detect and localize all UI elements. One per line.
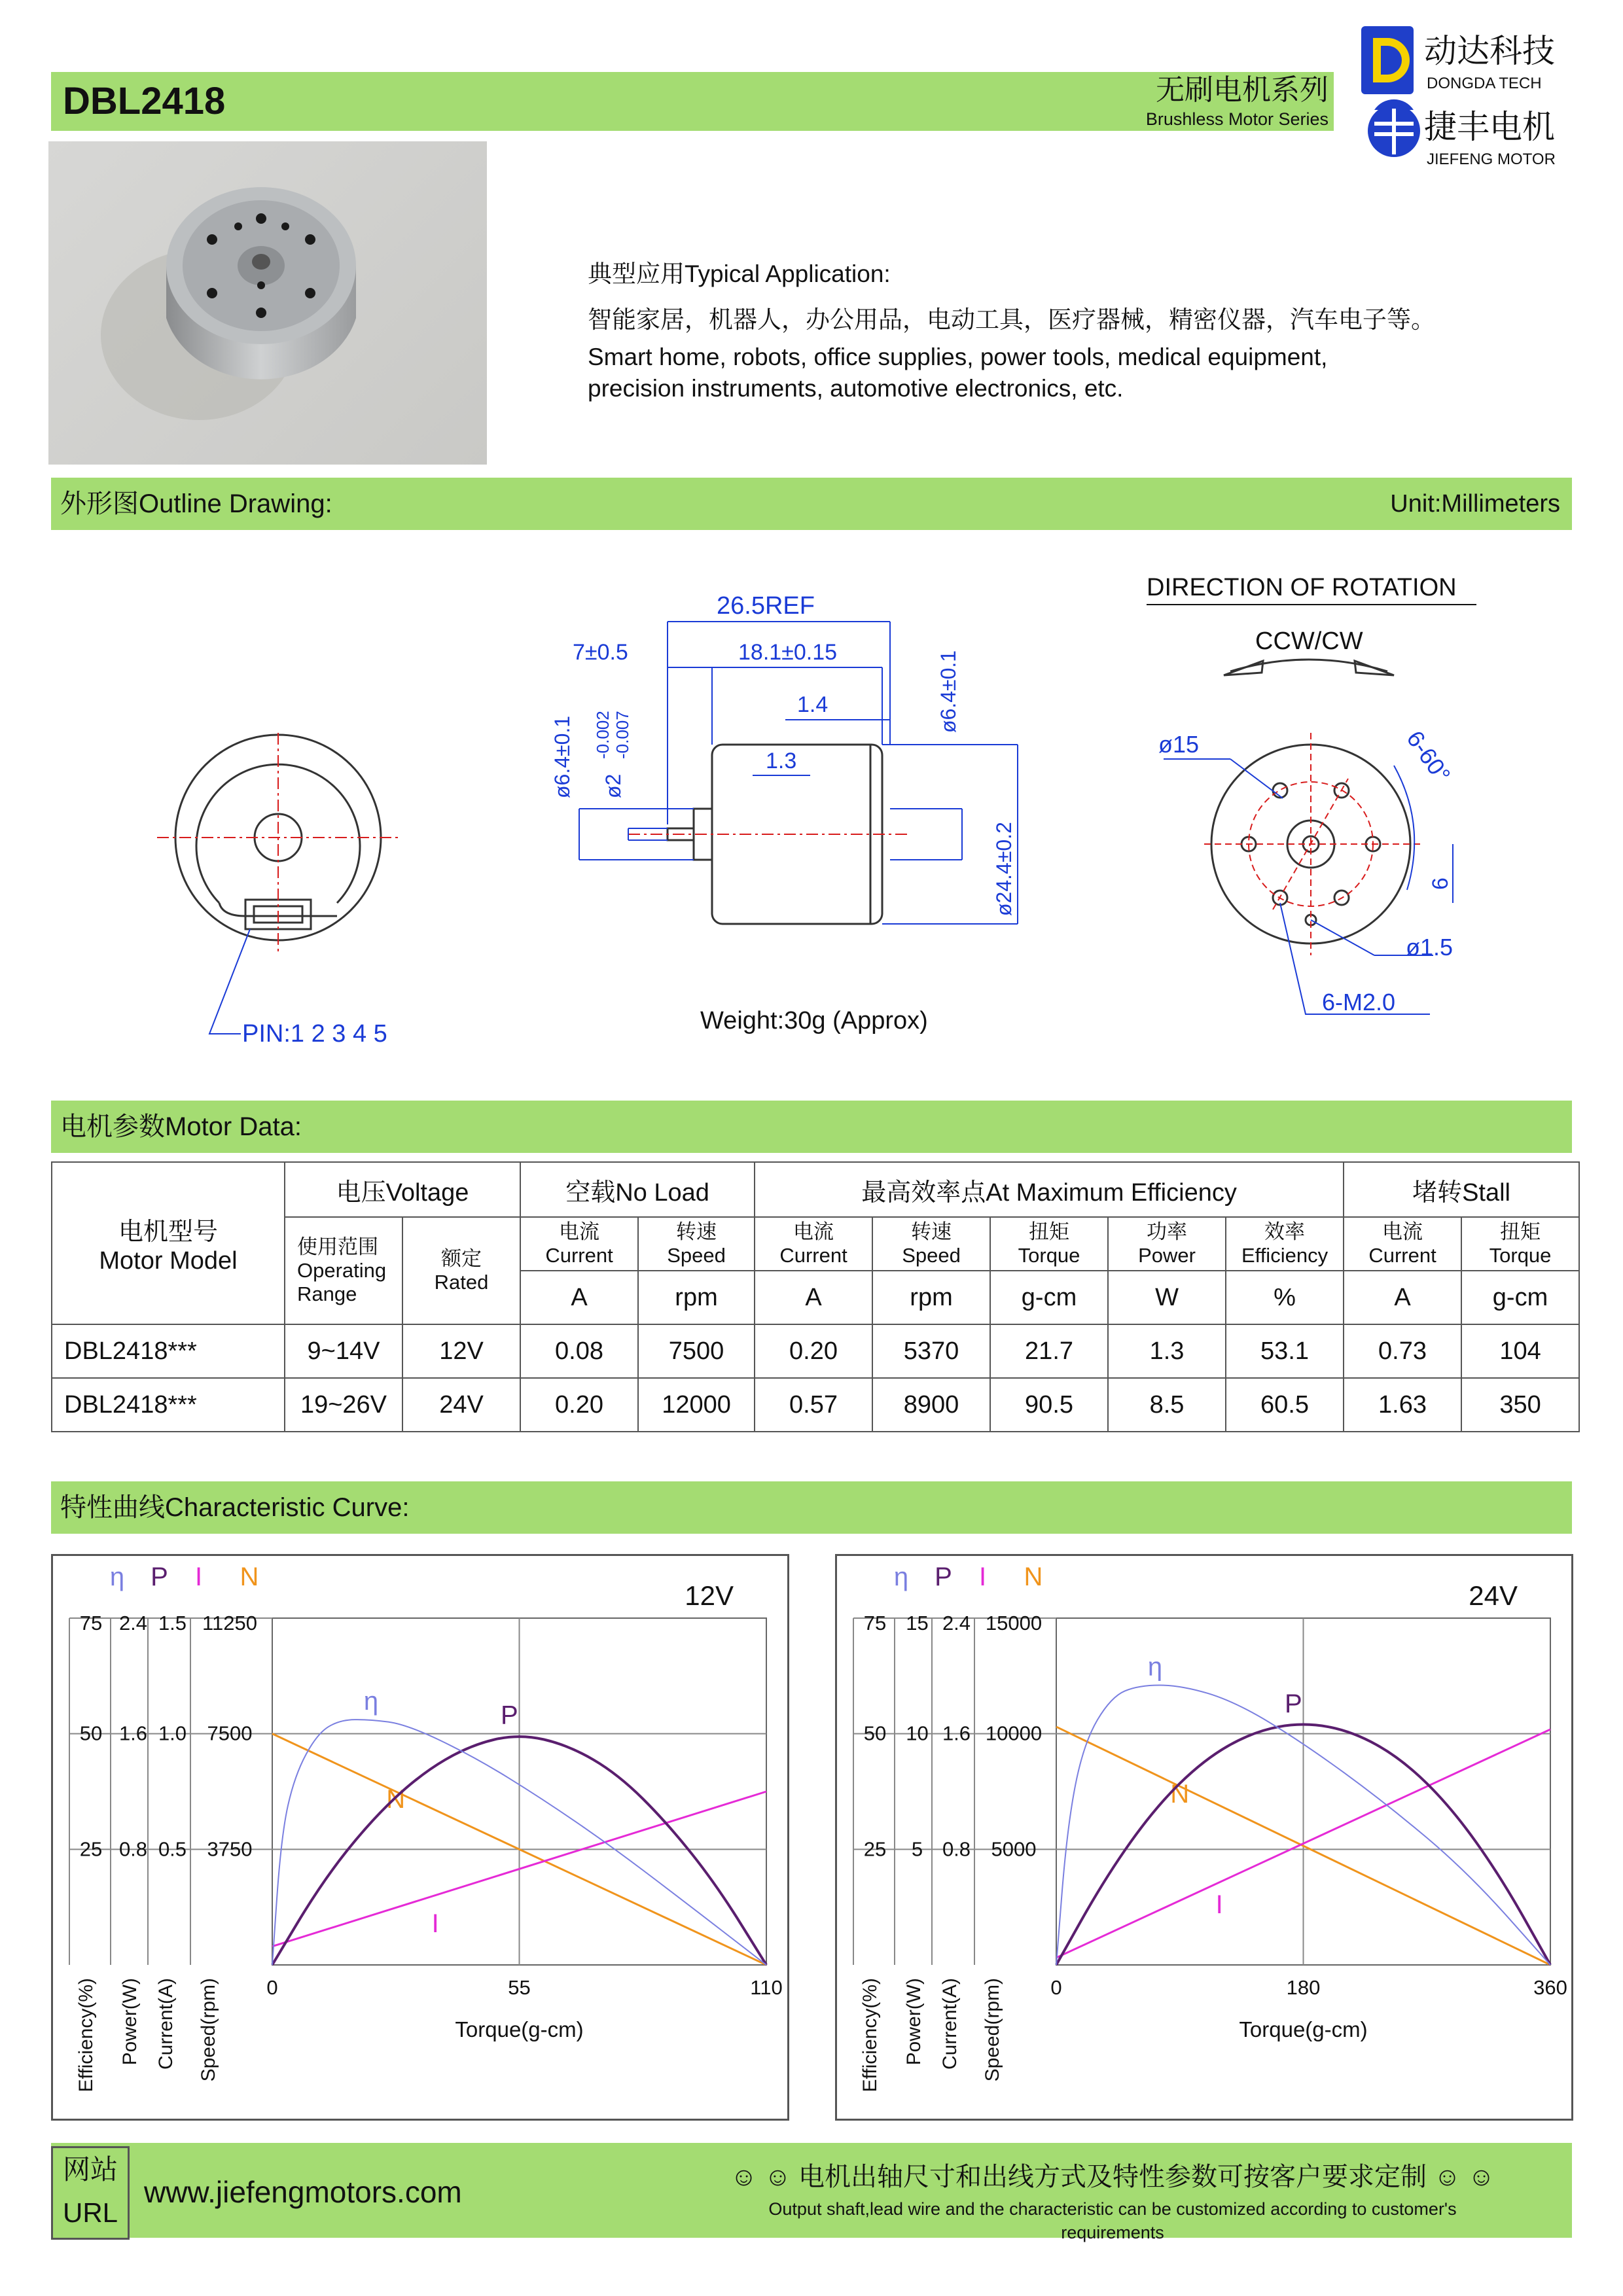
- product-photo: [48, 141, 487, 465]
- customization-note-cn: ☺ ☺ 电机出轴尺寸和出线方式及特性参数可按客户要求定制 ☺ ☺: [730, 2163, 1495, 2191]
- y-axis-title: Speed(rpm): [982, 1978, 1003, 2082]
- tick-label: 3750: [207, 1837, 253, 1861]
- chart-12v-frame: [51, 1554, 789, 2121]
- table-cell: 12000: [638, 1378, 755, 1432]
- maxeff-power-en: Power: [1138, 1244, 1196, 1267]
- model-title: DBL2418: [63, 80, 226, 122]
- stall-group-header: 堵转Stall: [1344, 1162, 1579, 1217]
- tick-label: 10000: [985, 1722, 1043, 1745]
- rated-header-cn: 额定: [441, 1247, 482, 1270]
- logo-dongda-en: DONGDA TECH: [1427, 75, 1542, 92]
- unit-cell: A: [520, 1271, 638, 1324]
- maxeff-torque-en: Torque: [1018, 1244, 1080, 1267]
- axis-header: I: [194, 1563, 203, 1591]
- application-en-line2: precision instruments, automotive electronics, etc.: [588, 375, 1124, 402]
- unit-cell: A: [755, 1271, 872, 1324]
- unit-cell: rpm: [638, 1271, 755, 1324]
- table-cell: 0.20: [755, 1324, 872, 1378]
- table-cell: 24V: [402, 1378, 520, 1432]
- table-cell: 12V: [402, 1324, 520, 1378]
- logo-dongda-cn: 动达科技: [1424, 33, 1555, 69]
- logo-jiefeng-en: JIEFENG MOTOR: [1427, 150, 1556, 168]
- x-axis-label: Torque(g-cm): [1239, 2017, 1368, 2041]
- noload-speed-en: Speed: [667, 1244, 726, 1267]
- chart-title: 12V: [685, 1580, 734, 1611]
- rear-dimensions: [1164, 759, 1453, 1014]
- noload-current-cn: 电流: [559, 1220, 600, 1243]
- y-axis-title: Current(A): [939, 1978, 961, 2070]
- dim-body-length: 18.1±0.15: [738, 640, 838, 665]
- dim-shaft-length: 7±0.5: [573, 640, 628, 665]
- table-cell: 7500: [638, 1324, 755, 1378]
- model-header-en: Motor Model: [99, 1247, 238, 1275]
- outline-drawing: [0, 537, 1623, 1073]
- tick-label: 1.5: [158, 1612, 187, 1634]
- tick-label: 1.0: [158, 1722, 187, 1745]
- logo-jiefeng-cn: 捷丰电机: [1424, 109, 1555, 145]
- axis-header: P: [935, 1563, 952, 1591]
- stall-current-header: [1344, 1217, 1461, 1271]
- x-tick-label: 110: [750, 1976, 783, 1999]
- y-axis-title: Efficiency(%): [859, 1978, 881, 2093]
- table-cell: 9~14V: [285, 1324, 402, 1378]
- dim-shaft-tol-top: -0.002: [593, 711, 613, 759]
- tick-label: 0.8: [942, 1837, 971, 1861]
- table-row: [52, 1324, 1579, 1378]
- rated-header-en: Rated: [434, 1271, 489, 1294]
- tick-label: 25: [863, 1837, 887, 1861]
- tick-label: 2.4: [118, 1612, 148, 1634]
- range-header-cn: 使用范围: [297, 1235, 378, 1258]
- maxeff-current-en: Current: [779, 1244, 847, 1267]
- voltage-group-header: 电压Voltage: [285, 1162, 520, 1217]
- url-label-en: URL: [62, 2197, 118, 2228]
- tick-label: 11250: [202, 1612, 257, 1634]
- unit-label: Unit:Millimeters: [1390, 490, 1560, 518]
- url-label-cn: 网站: [62, 2154, 118, 2185]
- series-label: η: [363, 1686, 379, 1716]
- table-cell: 1.3: [1108, 1324, 1226, 1378]
- x-axis-label: Torque(g-cm): [455, 2017, 584, 2041]
- table-cell: 0.20: [520, 1378, 638, 1432]
- tick-label: 25: [79, 1837, 103, 1861]
- unit-cell: %: [1226, 1271, 1344, 1324]
- application-en-line1: Smart home, robots, office supplies, power tools, medical equipment,: [588, 344, 1328, 370]
- table-cell: 0.57: [755, 1378, 872, 1432]
- noload-current-header: [520, 1217, 638, 1271]
- curve-heading: 特性曲线Characteristic Curve:: [60, 1493, 410, 1522]
- dim-1-3: 1.3: [766, 749, 797, 773]
- dim-body-diameter: ø24.4±0.2: [992, 822, 1016, 916]
- tick-label: 1.6: [942, 1722, 971, 1745]
- maxeff-group-header: 最高效率点At Maximum Efficiency: [755, 1162, 1344, 1217]
- axis-header: N: [240, 1563, 259, 1591]
- table-cell: DBL2418***: [52, 1378, 285, 1432]
- maxeff-speed-en: Speed: [902, 1244, 961, 1267]
- chart-12v: [53, 1556, 787, 2119]
- x-tick-label: 0: [266, 1976, 278, 1999]
- y-axis-title: Efficiency(%): [75, 1978, 97, 2093]
- stall-current-cn: 电流: [1382, 1220, 1423, 1243]
- series-label: I: [431, 1909, 439, 1939]
- series-label: P: [501, 1701, 518, 1730]
- maxeff-efficiency-cn: 效率: [1264, 1220, 1306, 1243]
- unit-cell: A: [1344, 1271, 1461, 1324]
- dim-1-4: 1.4: [797, 692, 829, 717]
- tick-label: 0.8: [118, 1837, 148, 1861]
- noload-speed-header: [638, 1217, 755, 1271]
- dim-six: 6: [1428, 877, 1453, 890]
- chart-24v: [837, 1556, 1571, 2119]
- outline-section-bar: [51, 478, 1572, 530]
- table-cell: 19~26V: [285, 1378, 402, 1432]
- curve-section-bar: [51, 1481, 1572, 1534]
- stall-torque-header: [1461, 1217, 1579, 1271]
- rotation-direction: CCW/CW: [1255, 627, 1363, 655]
- outline-heading: 外形图Outline Drawing:: [60, 489, 332, 518]
- website-link[interactable]: www.jiefengmotors.com: [144, 2175, 462, 2209]
- table-cell: 21.7: [990, 1324, 1108, 1378]
- y-axis-title: Power(W): [119, 1978, 141, 2066]
- front-centerlines: [157, 733, 399, 955]
- tick-label: 15: [906, 1612, 929, 1634]
- table-cell: 1.63: [1344, 1378, 1461, 1432]
- stall-torque-en: Torque: [1489, 1244, 1552, 1267]
- y-axis-title: Speed(rpm): [198, 1978, 219, 2082]
- pin-leader: [209, 929, 250, 1034]
- tick-label: 1.6: [118, 1722, 148, 1745]
- table-cell: 5370: [872, 1324, 990, 1378]
- tick-label: 50: [863, 1722, 887, 1745]
- series-title-en: Brushless Motor Series: [1145, 109, 1329, 129]
- maxeff-torque-cn: 扭矩: [1029, 1220, 1070, 1243]
- table-cell: 104: [1461, 1324, 1579, 1378]
- tick-label: 0.5: [158, 1837, 187, 1861]
- maxeff-power-cn: 功率: [1147, 1220, 1188, 1243]
- dim-total-length: 26.5REF: [717, 592, 815, 620]
- rotation-arrow-left-icon: [1224, 661, 1263, 675]
- table-cell: 8.5: [1108, 1378, 1226, 1432]
- tick-label: 75: [79, 1612, 103, 1634]
- table-cell: 0.73: [1344, 1324, 1461, 1378]
- motor-data-table: [51, 1161, 1580, 1432]
- axis-header: P: [151, 1563, 168, 1591]
- series-label: η: [1147, 1652, 1163, 1682]
- dim-thread: 6-M2.0: [1322, 989, 1396, 1016]
- table-cell: 53.1: [1226, 1324, 1344, 1378]
- maxeff-power-header: [1108, 1217, 1226, 1271]
- y-axis-title: Current(A): [155, 1978, 177, 2070]
- table-cell: 350: [1461, 1378, 1579, 1432]
- rear-centerlines: [1204, 733, 1420, 955]
- tick-label: 75: [863, 1612, 887, 1634]
- rotation-arrow: [1230, 660, 1387, 671]
- dim-boss-diameter: ø6.4±0.1: [550, 715, 574, 798]
- dim-angle: 6-60°: [1401, 726, 1456, 788]
- maxeff-current-header: [755, 1217, 872, 1271]
- axis-header: η: [109, 1563, 125, 1591]
- dim-hole: ø1.5: [1406, 934, 1454, 961]
- noload-current-en: Current: [545, 1244, 613, 1267]
- dim-boss-diameter-right: ø6.4±0.1: [936, 650, 960, 733]
- rotation-arrow-right-icon: [1355, 661, 1394, 675]
- series-label: N: [386, 1785, 406, 1814]
- chart-title: 24V: [1469, 1580, 1518, 1611]
- maxeff-torque-header: [990, 1217, 1108, 1271]
- maxeff-current-cn: 电流: [793, 1220, 834, 1243]
- noload-group-header: 空载No Load: [520, 1162, 755, 1217]
- motor-data-section-bar: [51, 1101, 1572, 1153]
- motor-photo-image: [48, 141, 487, 465]
- series-label: I: [1215, 1890, 1223, 1919]
- x-tick-label: 180: [1286, 1976, 1321, 1999]
- series-label: P: [1285, 1689, 1302, 1718]
- maxeff-efficiency-en: Efficiency: [1241, 1244, 1329, 1267]
- dim-pcd: ø15: [1158, 731, 1200, 758]
- range-header-en1: Operating: [297, 1259, 387, 1282]
- rotation-title: DIRECTION OF ROTATION: [1147, 574, 1457, 601]
- chart-24v-frame: [835, 1554, 1573, 2121]
- unit-cell: W: [1108, 1271, 1226, 1324]
- stall-torque-cn: 扭矩: [1500, 1220, 1541, 1243]
- table-cell: DBL2418***: [52, 1324, 285, 1378]
- stall-current-en: Current: [1368, 1244, 1436, 1267]
- unit-cell: rpm: [872, 1271, 990, 1324]
- tick-label: 5: [911, 1837, 923, 1861]
- axis-header: η: [893, 1563, 909, 1591]
- y-axis-title: Power(W): [903, 1978, 925, 2066]
- series-title-cn: 无刷电机系列: [1156, 74, 1329, 106]
- weight-label: Weight:30g (Approx): [700, 1007, 928, 1034]
- dim-shaft-tol-bottom: -0.007: [613, 711, 632, 759]
- table-row: [52, 1378, 1579, 1432]
- range-header-en2: Range: [297, 1282, 357, 1305]
- tick-label: 2.4: [942, 1612, 971, 1634]
- x-tick-label: 55: [508, 1976, 531, 1999]
- series-label: N: [1170, 1780, 1190, 1809]
- url-label-box: [51, 2146, 130, 2240]
- tick-label: 15000: [985, 1612, 1043, 1634]
- noload-speed-cn: 转速: [676, 1220, 717, 1243]
- table-cell: 60.5: [1226, 1378, 1344, 1432]
- dim-shaft-diameter: ø2: [601, 773, 625, 798]
- range-header: [285, 1217, 402, 1324]
- model-header-cn: 电机型号: [118, 1218, 218, 1246]
- maxeff-efficiency-header: [1226, 1217, 1344, 1271]
- tick-label: 7500: [207, 1722, 253, 1745]
- axis-header: N: [1024, 1563, 1043, 1591]
- tick-label: 50: [79, 1722, 103, 1745]
- table-cell: 0.08: [520, 1324, 638, 1378]
- table-cell: 8900: [872, 1378, 990, 1432]
- application-cn: 智能家居，机器人，办公用品，电动工具，医疗器械，精密仪器，汽车电子等。: [588, 306, 1435, 333]
- maxeff-speed-cn: 转速: [911, 1220, 952, 1243]
- tick-label: 10: [906, 1722, 929, 1745]
- customization-note-en: Output shaft,lead wire and the characteristic can be customized according to customer's requirements: [768, 2199, 1457, 2242]
- unit-cell: g-cm: [990, 1271, 1108, 1324]
- tick-label: 5000: [991, 1837, 1037, 1861]
- x-tick-label: 0: [1050, 1976, 1062, 1999]
- maxeff-speed-header: [872, 1217, 990, 1271]
- unit-cell: g-cm: [1461, 1271, 1579, 1324]
- motor-data-heading: 电机参数Motor Data:: [60, 1112, 302, 1141]
- table-cell: 90.5: [990, 1378, 1108, 1432]
- rated-header: [402, 1217, 520, 1324]
- company-logos: [1361, 26, 1590, 183]
- application-heading: 典型应用Typical Application:: [588, 260, 891, 287]
- axis-header: I: [978, 1563, 987, 1591]
- pin-label: PIN:1 2 3 4 5: [242, 1020, 387, 1048]
- model-header-cell: [52, 1162, 285, 1324]
- x-tick-label: 360: [1533, 1976, 1567, 1999]
